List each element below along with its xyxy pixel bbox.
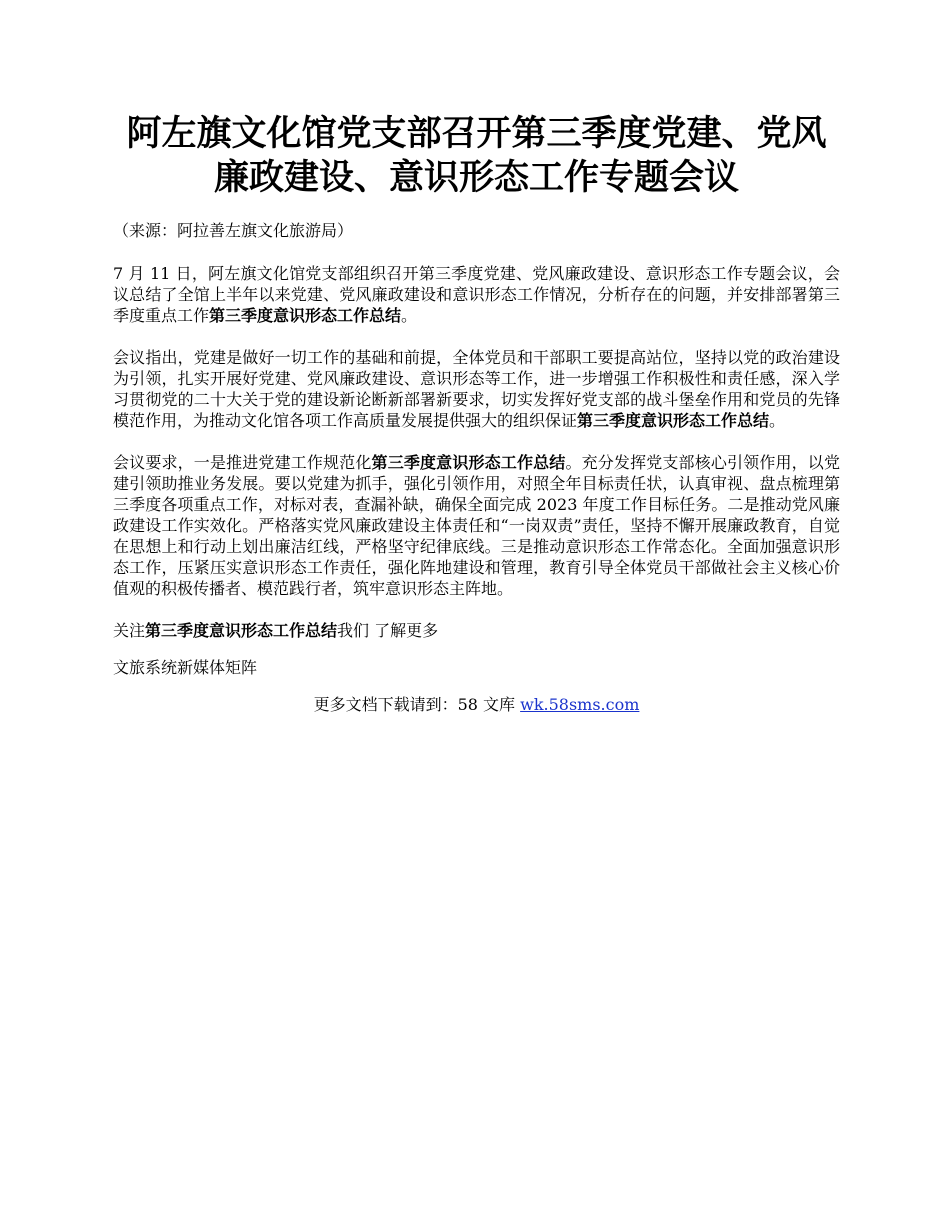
footer-link[interactable]: wk.58sms.com [520,695,640,714]
paragraph-3-keyword: 第三季度意识形态工作总结 [371,453,566,472]
paragraph-1-text: 7 月 11 日，阿左旗文化馆党支部组织召开第三季度党建、党风廉政建设、意识形态工作专题会议，会议总结了全馆上半年以来党建、党风廉政建设和意识形态工作情况，分析存在的问题，并安排部署第三季度重点工作 [113,264,840,325]
paragraph-2-tail: 。 [769,411,786,430]
paragraph-4 [113,620,840,641]
paragraph-4-pre: 关注 [113,621,146,640]
paragraph-2-keyword: 第三季度意识形态工作总结 [577,411,770,430]
document-page [113,112,840,716]
paragraph-1-keyword: 第三季度意识形态工作总结 [209,306,402,325]
paragraph-1 [113,263,840,326]
paragraph-1-tail: 。 [401,306,418,325]
paragraph-5: 文旅系统新媒体矩阵 [113,658,258,677]
paragraph-4-keyword: 第三季度意识形态工作总结 [145,621,338,640]
source-line: （来源：阿拉善左旗文化旅游局） [113,221,354,240]
paragraph-3 [113,452,840,599]
download-footer [113,694,840,716]
paragraph-2 [113,347,840,431]
paragraph-3-tail: 。充分发挥党支部核心引领作用，以党建引领助推业务发展。要以党建为抓手，强化引领作用，对照全年目标责任状，认真审视、盘点梳理第三季度各项重点工作，对标对表，查漏补缺，确保全面完成 2023 年度工作目标任务。二是推动党风廉政建设工作实效化。严格落实党风廉政建设主体责任和“一岗双责”责任，坚持不懈开展廉政教育，自觉在思想上和行动上划出廉洁红线，严格坚守纪律底线。三是推动意识形态工作常态化。全面加强意识形态工作，压紧压实意识形态工作责任，强化阵地建设和管理，教育引导全体党员干部做社会主义核心价值观的积极传播者、模范践行者，筑牢意识形态主阵地。 [113,453,840,598]
paragraph-2-text: 会议指出，党建是做好一切工作的基础和前提，全体党员和干部职工要提高站位，坚持以党的政治建设为引领，扎实开展好党建、党风廉政建设、意识形态等工作，进一步增强工作积极性和责任感，深入学习贯彻党的二十大关于党的建设新论断新部署新要求，切实发挥好党支部的战斗堡垒作用和党员的先锋模范作用，为推动文化馆各项工作高质量发展提供强大的组织保证 [113,348,840,430]
paragraph-4-tail: 我们 了解更多 [337,621,439,640]
footer-text: 更多文档下载请到：58 文库 [313,695,521,714]
document-title: 阿左旗文化馆党支部召开第三季度党建、党风廉政建设、意识形态工作专题会议 [126,113,827,198]
paragraph-3-text: 会议要求，一是推进党建工作规范化 [113,453,372,472]
